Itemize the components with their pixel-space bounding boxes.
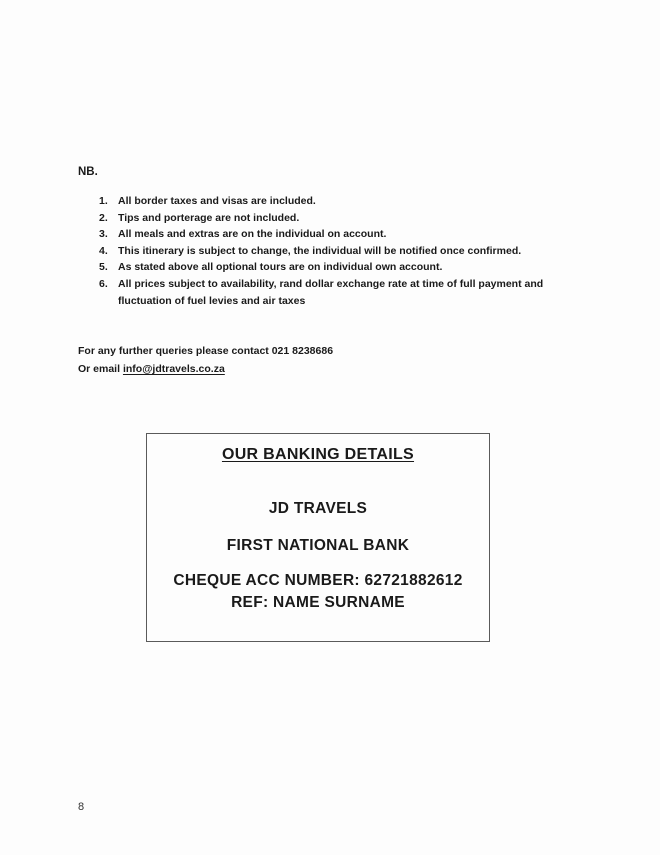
list-item-number: 3. [99,228,108,241]
list-item-text: All prices subject to availability, rand dollar exchange rate at time of full payment and [118,277,544,290]
contact-block [78,342,333,378]
list-item-number: 2. [99,211,108,224]
contact-email-line [78,360,333,378]
list-item-text: Tips and porterage are not included. [118,211,300,224]
notes-list [99,193,569,309]
banking-company-name: JD TRAVELS [268,500,368,517]
nb-heading: NB. [78,166,98,178]
banking-reference-line: REF: NAME SURNAME [231,594,405,611]
email-link[interactable]: info@jdtravels.co.za [122,363,225,375]
contact-email-prefix: Or email [78,363,123,375]
list-item-number: 5. [99,261,108,274]
list-item [99,193,569,210]
banking-details-box [146,433,490,642]
list-item-text: This itinerary is subject to change, the individual will be notified once confirmed. [118,244,522,257]
contact-queries-line: For any further queries please contact 021 8238686 [78,345,334,357]
list-item [99,210,569,227]
list-item [99,226,569,243]
list-item [99,259,569,276]
banking-bank-name: FIRST NATIONAL BANK [226,537,410,554]
list-item [99,276,569,293]
list-item [99,243,569,260]
list-item-number: 6. [99,277,108,290]
list-item-number: 1. [99,195,108,207]
banking-details-title: OUR BANKING DETAILS [221,446,415,463]
list-item-text: All border taxes and visas are included. [118,195,316,207]
list-item-number: 4. [99,244,108,257]
banking-account-number-line: CHEQUE ACC NUMBER: 62721882612 [173,572,463,589]
page-number: 8 [78,801,85,813]
list-item-continuation: fluctuation of fuel levies and air taxes [118,294,306,307]
list-item-text: All meals and extras are on the individual on account. [118,228,387,241]
list-item-text: As stated above all optional tours are on individual own account. [118,261,443,274]
